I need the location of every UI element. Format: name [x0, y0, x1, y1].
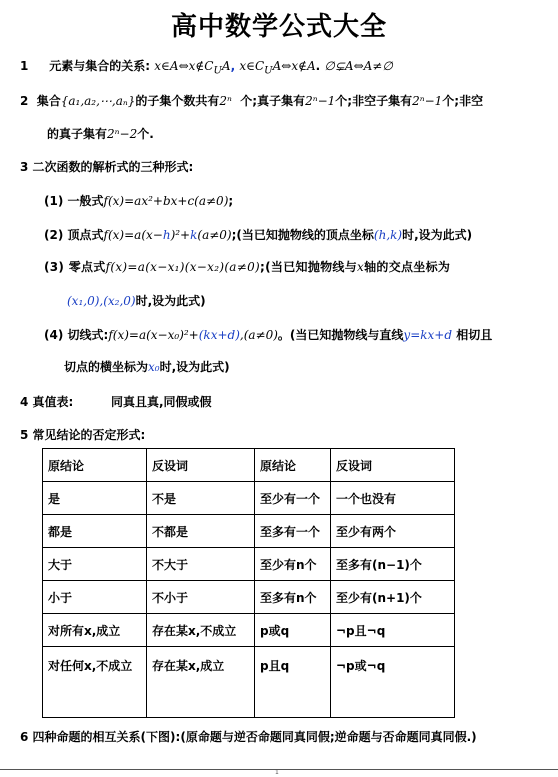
- page-title: 高中数学公式大全: [170, 12, 387, 42]
- section-1: 1 元素与集合的关系: $x\in A\Leftrightarrow x\notin C_UA$, $x\in C_UA\Leftrightarrow x\notin A$. ∅⊊A⇔A≠∅: [20, 59, 393, 77]
- table-row: [43, 482, 455, 515]
- section-6: 6 四种命题的相互关系(下图):(原命题与逆否命题同真同假;逆命题与否命题同真同假.): [20, 730, 477, 744]
- table-cell: 原结论: [43, 449, 147, 482]
- table-cell: 反设词: [331, 449, 455, 482]
- form-zero: (3) 零点式f(x)=a(x−x₁)(x−x₂)(a≠0);(当已知抛物线与x轴的交点坐标为: [44, 260, 451, 274]
- table-cell: 小于: [43, 581, 147, 614]
- page-number: 1: [275, 769, 279, 776]
- table-row: [43, 614, 455, 647]
- section-5: 5 常见结论的否定形式:: [20, 428, 146, 442]
- table-cell: p且q: [255, 647, 331, 718]
- table-cell: 至少有一个: [255, 482, 331, 515]
- table-cell: 至少有两个: [331, 515, 455, 548]
- table-cell: ¬p且¬q: [331, 614, 455, 647]
- formula: x∈A⇔x∉C: [154, 59, 214, 73]
- table-cell: p或q: [255, 614, 331, 647]
- table-cell: ¬p或¬q: [331, 647, 455, 718]
- form-vertex: (2) 顶点式f(x)=a(x−h)²+k(a≠0);(当已知抛物线的顶点坐标(h,k)时,设为此式): [44, 228, 473, 242]
- table-cell: 至多有(n−1)个: [331, 548, 455, 581]
- section-2-cont: 的真子集有2ⁿ−2个.: [47, 127, 154, 141]
- table-cell: 至多有n个: [255, 581, 331, 614]
- page-footer-rule: [0, 769, 558, 771]
- formula: {a₁,a₂,⋯,aₙ}: [60, 94, 136, 108]
- table-cell: 都是: [43, 515, 147, 548]
- table-cell: 不是: [147, 482, 255, 515]
- formula: x∈C: [239, 59, 265, 73]
- section-2: 2 集合{a₁,a₂,⋯,aₙ}的子集个数共有2ⁿ 个;真子集有2ⁿ−1个;非空子集有2ⁿ−1个;非空: [20, 94, 484, 108]
- negation-table: [42, 448, 455, 718]
- section-number: 6: [20, 730, 29, 744]
- truth-table-text: 同真且真,同假或假: [110, 395, 212, 409]
- section-3: 3 二次函数的解析式的三种形式:: [20, 160, 194, 174]
- section-label: 元素与集合的关系:: [49, 59, 151, 73]
- section-4: 4 真值表: 同真且真,同假或假: [20, 395, 212, 409]
- table-cell: 是: [43, 482, 147, 515]
- table-cell: 至少有(n+1)个: [331, 581, 455, 614]
- table-header-row: [43, 449, 455, 482]
- table-cell: 至多有一个: [255, 515, 331, 548]
- form-tangent: (4) 切线式:f(x)=a(x−x₀)²+(kx+d),(a≠0)。(当已知抛物线与直线y=kx+d 相切且: [44, 328, 493, 342]
- section-number: 4: [20, 395, 29, 409]
- table-cell: 大于: [43, 548, 147, 581]
- table-cell: 不都是: [147, 515, 255, 548]
- table-row: [43, 647, 455, 718]
- form-tangent-cont: 切点的横坐标为x₀时,设为此式): [64, 360, 230, 374]
- table-row: [43, 548, 455, 581]
- table-cell: 一个也没有: [331, 482, 455, 515]
- table-cell: 反设词: [147, 449, 255, 482]
- form-general: (1) 一般式f(x)=ax²+bx+c(a≠0);: [44, 194, 234, 208]
- table-row: [43, 581, 455, 614]
- table-cell: 至少有n个: [255, 548, 331, 581]
- table-cell: 对任何x,不成立: [43, 647, 147, 718]
- table-cell: 原结论: [255, 449, 331, 482]
- section-number: 2: [20, 94, 29, 108]
- table-cell: 存在某x,不成立: [147, 614, 255, 647]
- table-row: [43, 515, 455, 548]
- table-cell: 存在某x,成立: [147, 647, 255, 718]
- table-cell: 不小于: [147, 581, 255, 614]
- formula: ∅⊊A⇔A≠∅: [324, 59, 393, 73]
- section-number: 3: [20, 160, 29, 174]
- section-number: 1: [20, 59, 29, 73]
- form-zero-cont: (x₁,0),(x₂,0)时,设为此式): [67, 294, 206, 308]
- table-cell: 对所有x,成立: [43, 614, 147, 647]
- section-number: 5: [20, 428, 29, 442]
- table-cell: 不大于: [147, 548, 255, 581]
